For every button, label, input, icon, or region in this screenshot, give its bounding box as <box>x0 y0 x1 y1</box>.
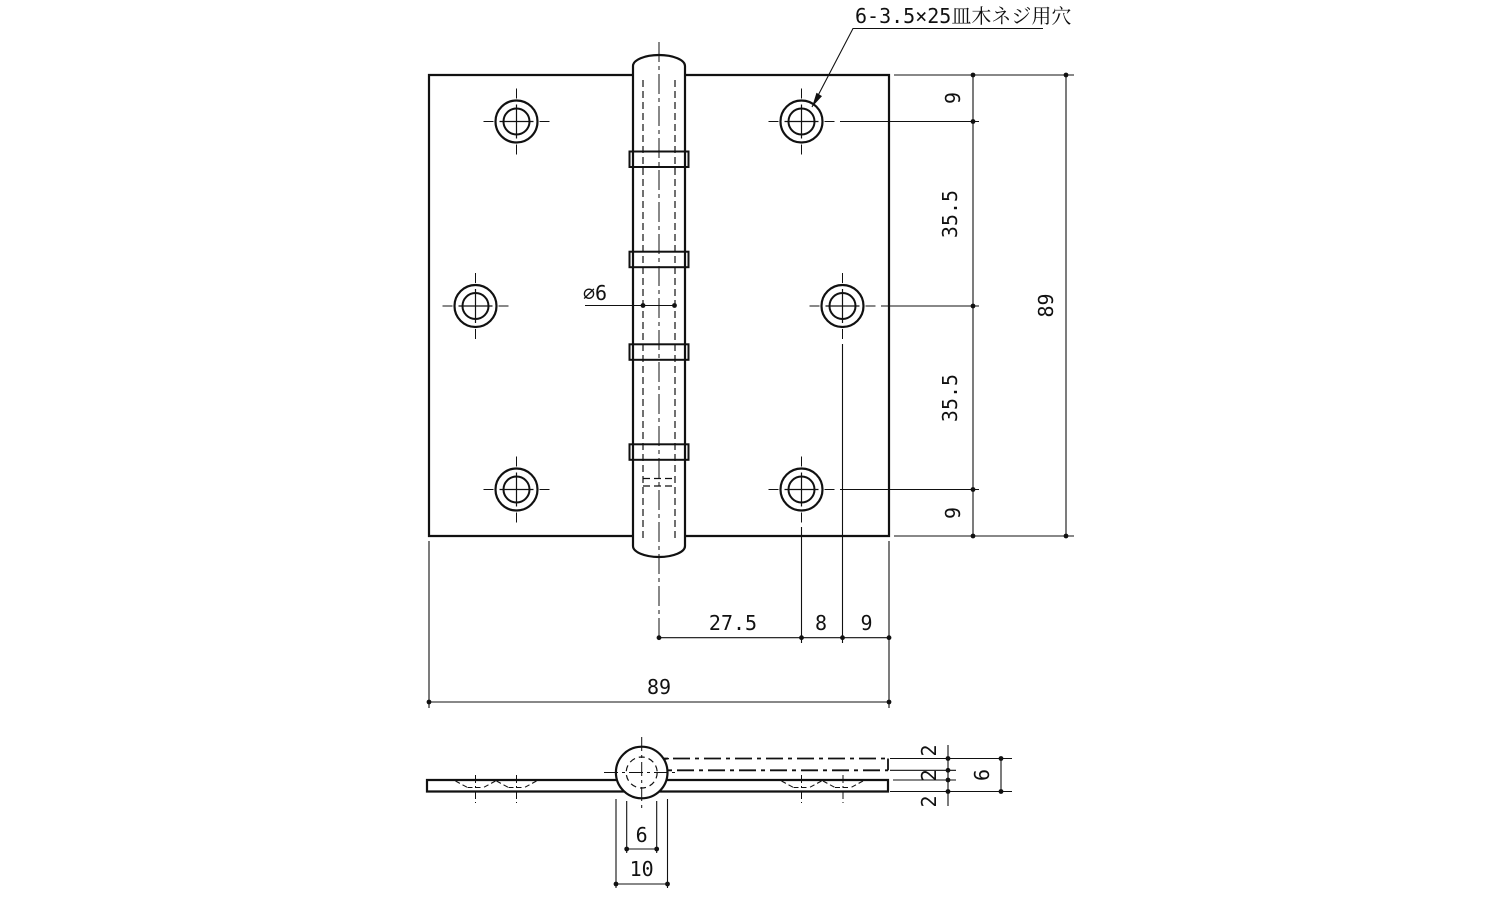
dim-label-total-thickness: 6 <box>970 768 994 782</box>
dim-label-leaf-thickness-top: 2 <box>917 744 941 757</box>
dim-label-center-to-hole: 27.5 <box>708 611 758 635</box>
dim-right-overall <box>1034 73 1068 539</box>
top-view <box>427 4 1074 708</box>
side-view <box>427 737 1012 888</box>
dim-label-pin-hole: 6 <box>635 823 648 847</box>
dim-label-hole-to-edge: 9 <box>860 611 873 635</box>
note-leader-arrowhead <box>812 93 822 107</box>
dim-label-overall-height: 89 <box>1034 293 1058 318</box>
screw-hole-top-right <box>769 89 835 155</box>
dim-total-thickness <box>970 756 1003 794</box>
dim-label-hole-pitch-upper: 35.5 <box>938 189 962 239</box>
dim-label-overall-width: 89 <box>646 675 672 699</box>
screw-hole-middle-right <box>810 273 876 339</box>
screw-hole-top-left <box>484 89 550 155</box>
phantom-leaf <box>642 759 888 771</box>
dim-label-gap-thickness: 2 <box>917 769 941 782</box>
screw-hole-bottom-left <box>484 457 550 523</box>
dim-label-edge-to-hole-bottom: 9 <box>941 506 965 520</box>
screw-note-callout <box>812 4 1071 107</box>
dim-label-leaf-thickness-bottom: 2 <box>917 795 941 808</box>
dim-pin-hole <box>624 801 659 853</box>
dim-label-knuckle-width: 10 <box>629 857 654 881</box>
screw-hole-middle-left <box>443 273 509 339</box>
dim-label-hole-stagger: 8 <box>814 611 828 635</box>
dim-bottom-overall <box>427 675 892 704</box>
hinge-barrel <box>630 42 689 641</box>
bore-diameter-label: ⌀6 <box>583 281 608 305</box>
screw-hole-bottom-right <box>769 457 835 523</box>
dim-label-hole-pitch-lower: 35.5 <box>938 373 962 423</box>
screw-note-label: 6-3.5×25皿木ネジ用穴 <box>855 4 1072 28</box>
note-leader-line <box>812 29 1043 108</box>
dim-label-edge-to-hole-top: 9 <box>941 91 965 105</box>
right-leaf-edge <box>642 780 888 792</box>
